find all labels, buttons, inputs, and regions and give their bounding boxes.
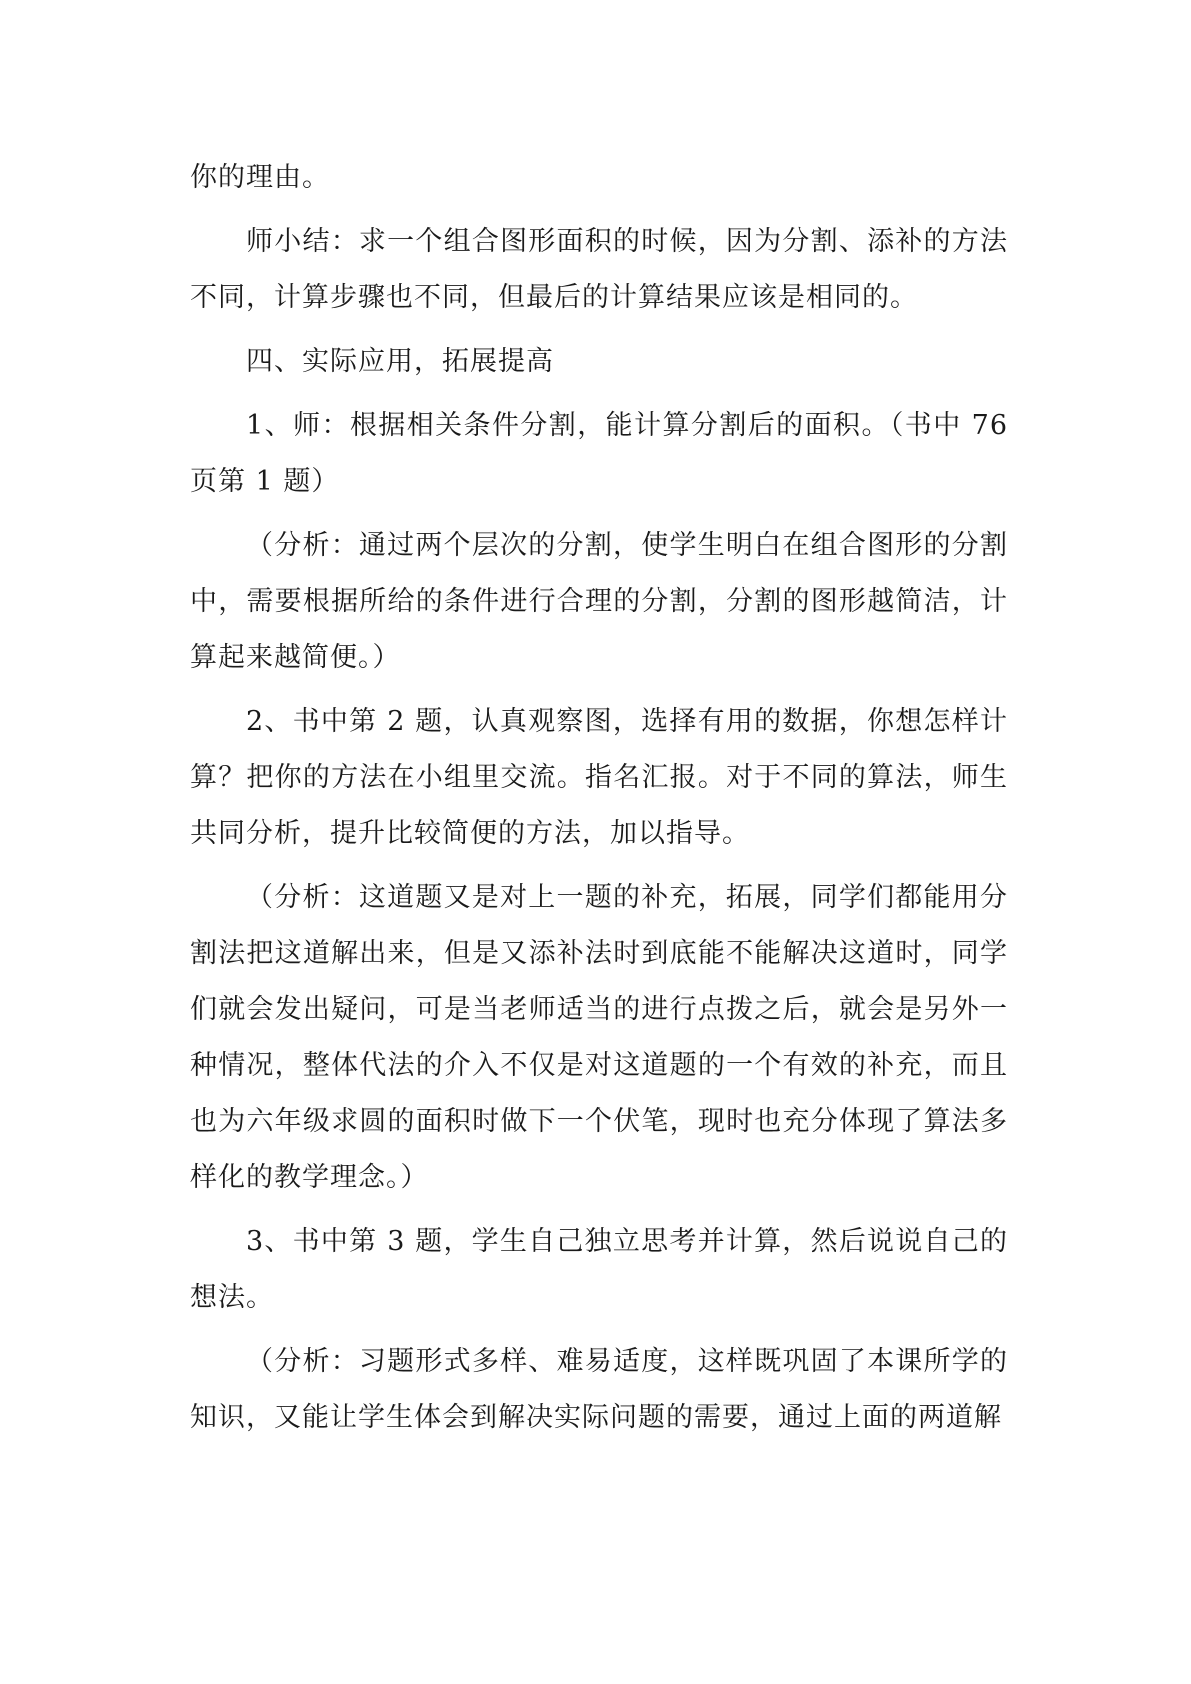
paragraph-analysis-1: （分析：通过两个层次的分割，使学生明白在组合图形的分割中，需要根据所给的条件进行合理的分割，分割的图形越简洁，计算起来越简便。） bbox=[190, 530, 1008, 673]
paragraph-item-3: 3、书中第 3 题，学生自己独立思考并计算，然后说说自己的想法。 bbox=[190, 1226, 1008, 1313]
document-body bbox=[190, 150, 1008, 1454]
paragraph-item-2: 2、书中第 2 题，认真观察图，选择有用的数据，你想怎样计算？把你的方法在小组里交流。指名汇报。对于不同的算法，师生共同分析，提升比较简便的方法，加以指导。 bbox=[190, 706, 1008, 849]
paragraph-item-1: 1、师：根据相关条件分割，能计算分割后的面积。（书中 76 页第 1 题） bbox=[190, 410, 1008, 497]
paragraph-analysis-2: （分析：这道题又是对上一题的补充，拓展，同学们都能用分割法把这道解出来，但是又添补法时到底能不能解决这道时，同学们就会发出疑问，可是当老师适当的进行点拨之后，就会是另外一种情况，整体代法的介入不仅是对这道题的一个有效的补充，而且也为六年级求圆的面积时做下一个伏笔，现时也充分体现了算法多样化的教学理念。） bbox=[190, 882, 1008, 1193]
paragraph-continuation: 你的理由。 bbox=[190, 162, 330, 193]
paragraph-teacher-summary: 师小结：求一个组合图形面积的时候，因为分割、添补的方法不同，计算步骤也不同，但最后的计算结果应该是相同的。 bbox=[190, 226, 1008, 313]
paragraph-analysis-3: （分析：习题形式多样、难易适度，这样既巩固了本课所学的知识，又能让学生体会到解决实际问题的需要，通过上面的两道解 bbox=[190, 1346, 1008, 1433]
section-heading-application: 四、实际应用，拓展提高 bbox=[246, 346, 554, 377]
